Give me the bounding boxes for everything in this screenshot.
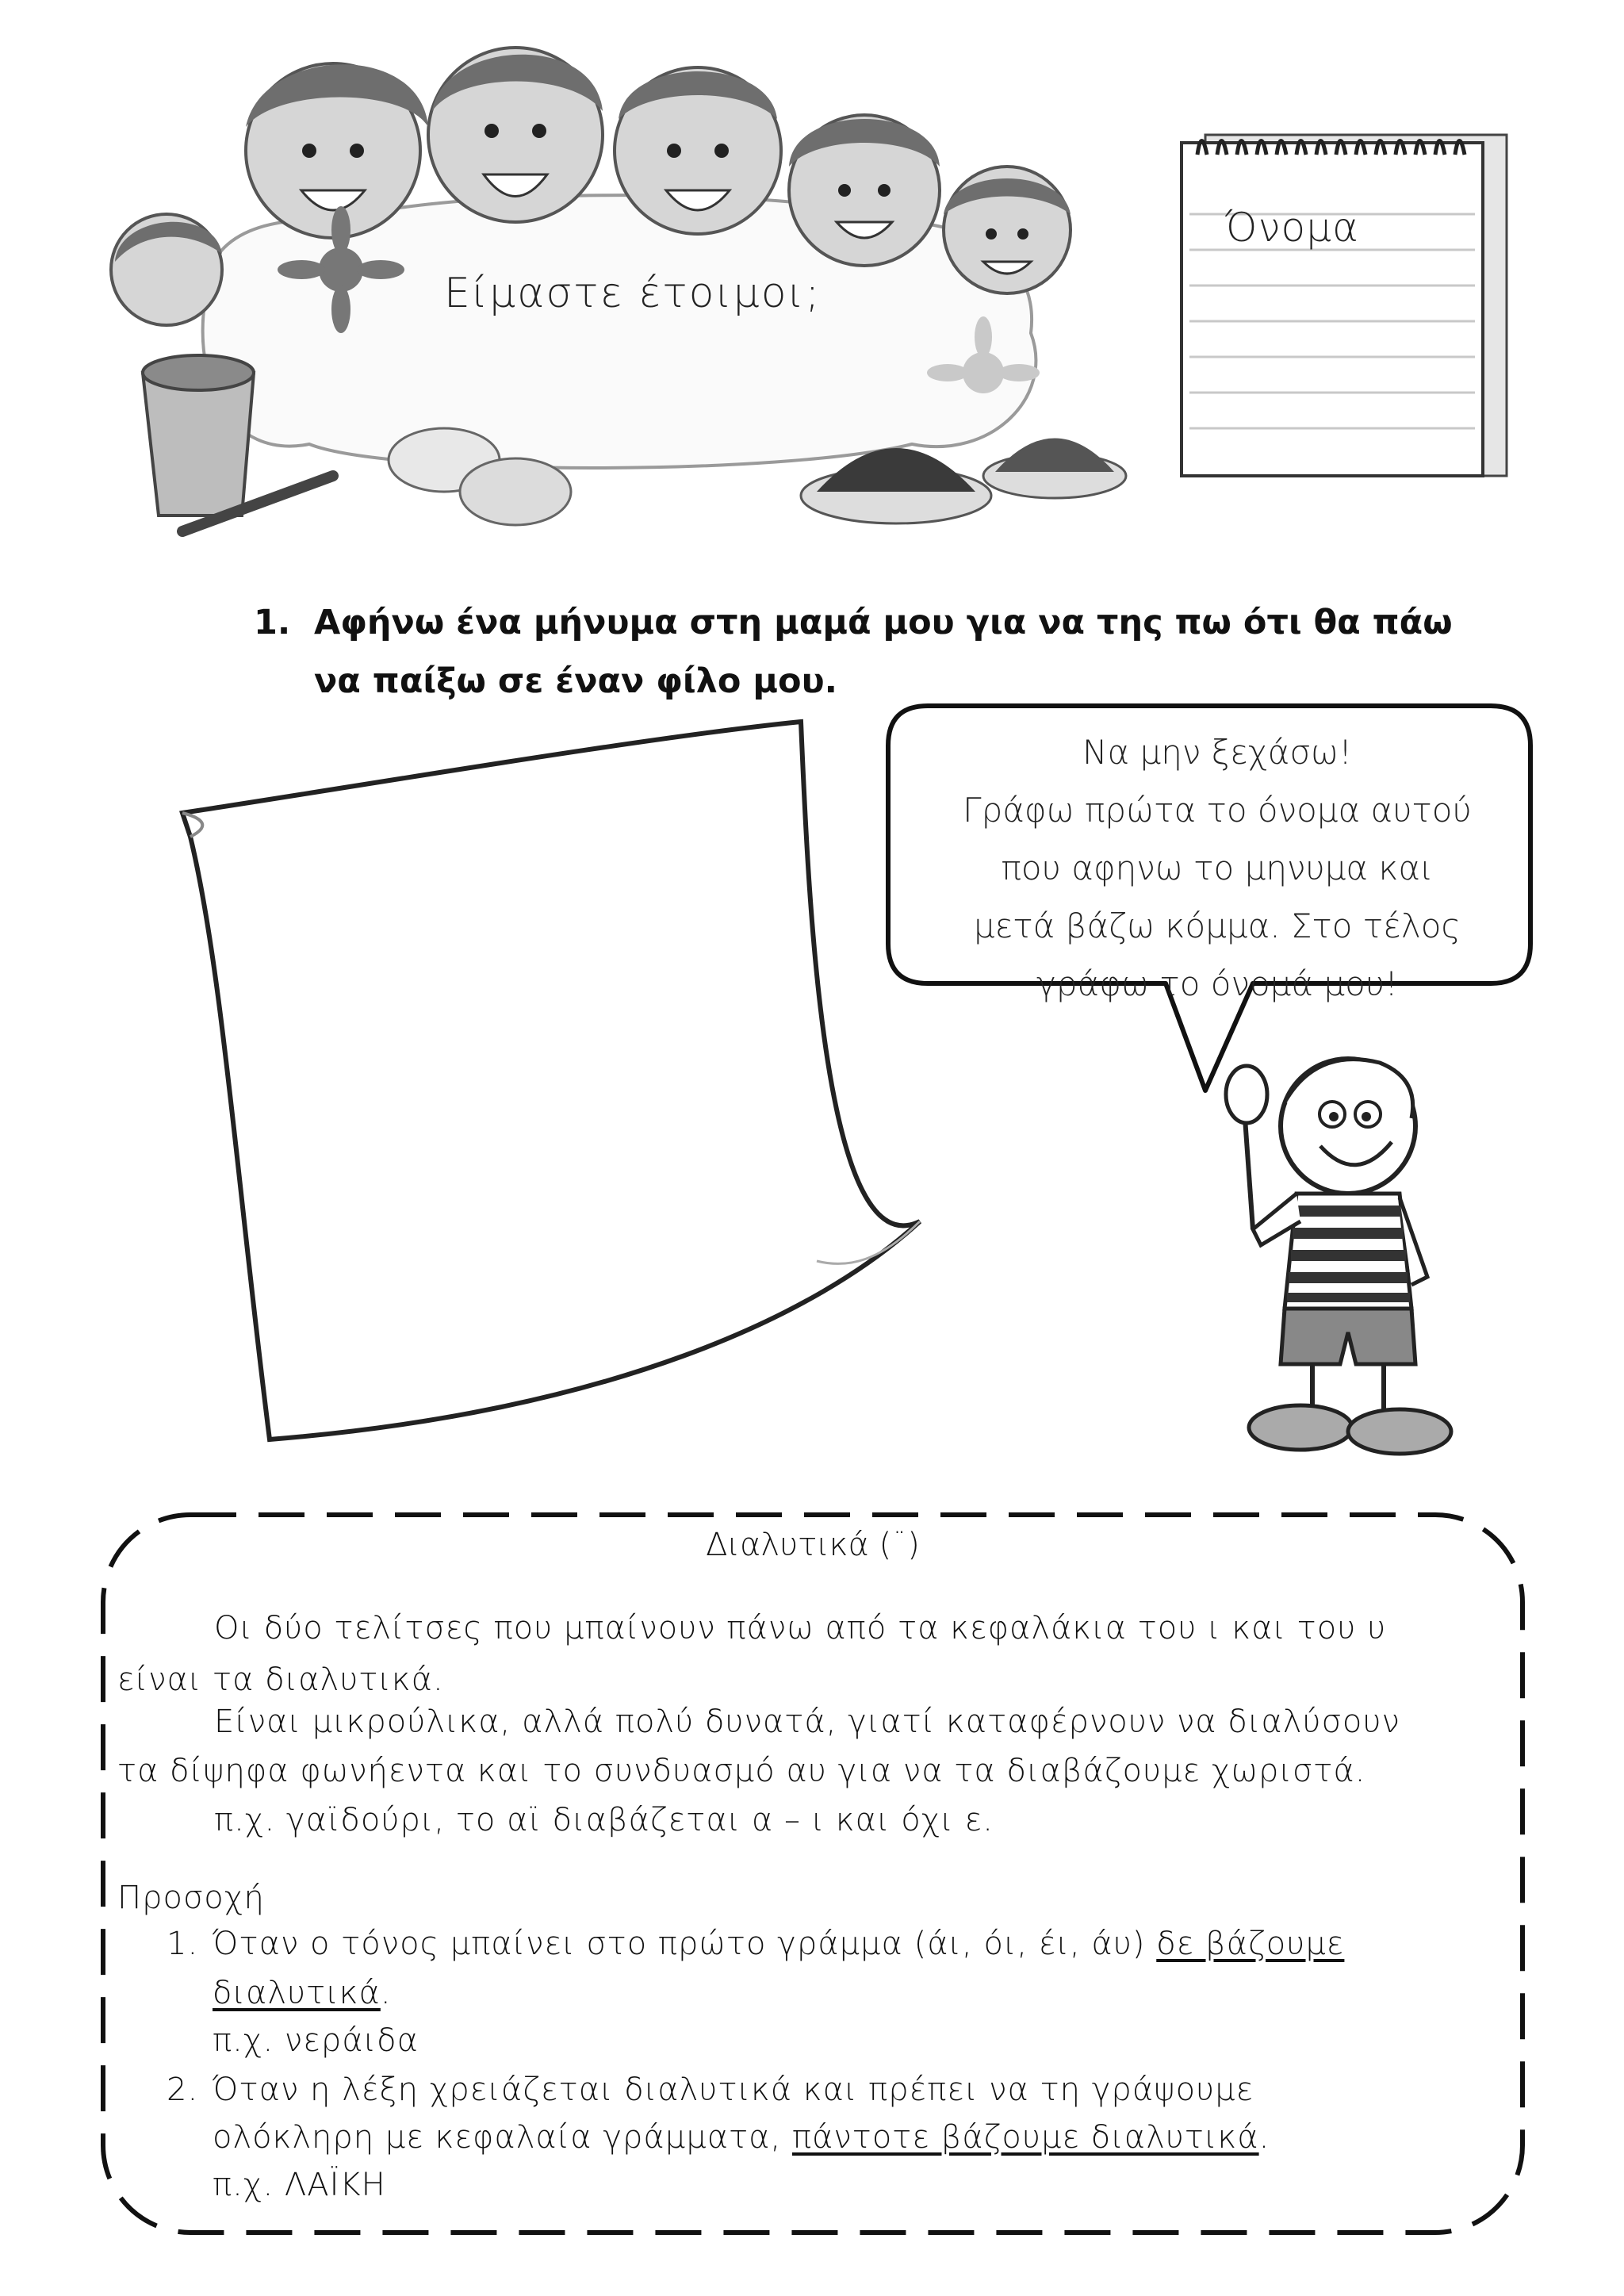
info-paragraph-2a: Είναι μικρούλικα, αλλά πολύ δυνατά, γιατί καταφέρνουν να διαλύσουν	[214, 1704, 1400, 1740]
rule-2-underline: πάντοτε βάζουμε διαλυτικά	[791, 2119, 1259, 2156]
rule-2-example: π.χ. ΛΑΪΚΗ	[213, 2167, 386, 2203]
rule-2-text: Όταν η λέξη χρειάζεται διαλυτικά και πρέπει να τη γράψουμε	[213, 2072, 1254, 2108]
rule-1-number: 1.	[167, 1926, 199, 1962]
bubble-line-2: Γράφω πρώτα το όνομα αυτού	[963, 791, 1472, 830]
info-paragraph-1b: είναι τα διαλυτικά.	[117, 1662, 444, 1698]
info-paragraph-2b: τα δίψηφα φωνήεντα και το συνδυασμό αυ για να τα διαβάζουμε χωριστά.	[117, 1753, 1366, 1789]
sticky-note-writing-area[interactable]	[167, 714, 928, 1475]
rule-1-example: π.χ. νεράιδα	[213, 2022, 419, 2059]
exercise-line-1: Αφήνω ένα μήνυμα στη μαμά μου για να της πω ότι θα πάω	[314, 603, 1453, 642]
exercise-line-2: να παίξω σε έναν φίλο μου.	[314, 661, 837, 701]
info-title: Διαλυτικά (¨)	[706, 1527, 920, 1563]
rule-1-period: .	[380, 1975, 392, 2011]
exercise-number: 1.	[254, 603, 291, 642]
attention-heading: Προσοχή	[117, 1880, 265, 1916]
rule-1-line-2	[213, 1975, 392, 2011]
banner-title: Είμαστε έτοιμοι;	[444, 270, 822, 317]
rule-2-text-2: ολόκληρη με κεφαλαία γράμματα,	[213, 2119, 782, 2156]
rule-2-line-2	[213, 2119, 1270, 2156]
rule-2-number: 2.	[167, 2072, 199, 2108]
bubble-line-4: μετά βάζω κόμμα. Στο τέλος	[973, 907, 1461, 945]
bubble-text	[900, 723, 1534, 1013]
name-label: Όνομα	[1225, 205, 1359, 251]
notepad-illustration	[1166, 111, 1538, 484]
rule-1-underline-2: διαλυτικά	[213, 1975, 381, 2011]
info-example-1: π.χ. γαϊδούρι, το αϊ διαβάζεται α – ι και όχι ε.	[214, 1802, 994, 1838]
bubble-line-3: που αφηνω το μηνυμα και	[1001, 849, 1434, 887]
bubble-line-1: Να μην ξεχάσω!	[1082, 733, 1352, 772]
info-paragraph-1a: Οι δύο τελίτσες που μπαίνουν πάνω από τα κεφαλάκια του ι και του υ	[214, 1610, 1387, 1646]
rule-1-text: Όταν ο τόνος μπαίνει στο πρώτο γράμμα (άι, όι, έι, άυ)	[213, 1926, 1146, 1962]
rule-1	[213, 1926, 1344, 1962]
rule-2-period: .	[1258, 2119, 1270, 2156]
rule-1-underline-1: δε βάζουμε	[1156, 1926, 1345, 1962]
waving-boy-illustration	[1221, 1047, 1475, 1459]
bubble-line-5: γράφω το όνομά μου!	[1036, 964, 1398, 1003]
